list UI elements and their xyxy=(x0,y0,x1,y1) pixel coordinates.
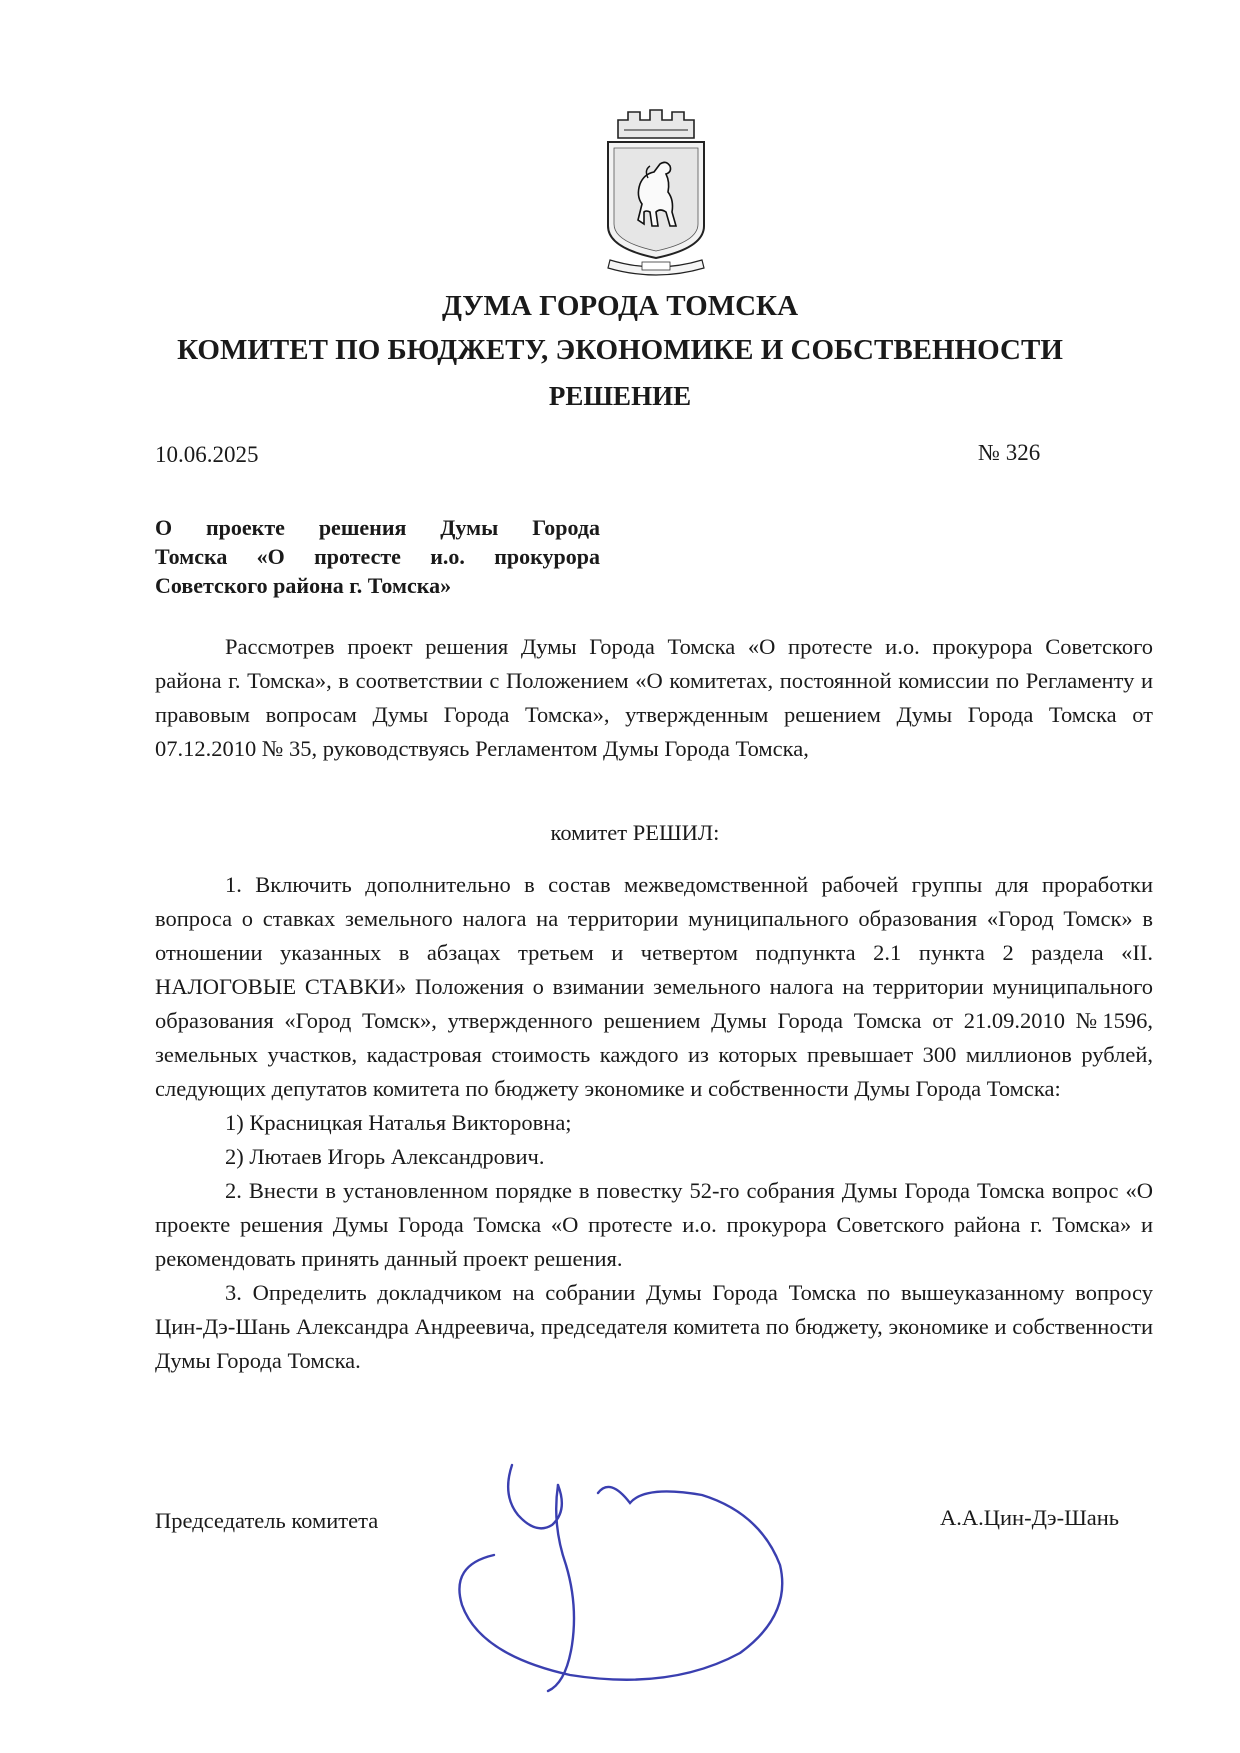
committee-title: КОМИТЕТ ПО БЮДЖЕТУ, ЭКОНОМИКЕ И СОБСТВЕННОСТИ xyxy=(177,334,1063,366)
resolution-subitem: 1) Красницкая Наталья Викторовна; xyxy=(225,1110,572,1135)
resolved-heading: комитет РЕШИЛ: xyxy=(550,820,720,845)
preamble-paragraph: Рассмотрев проект решения Думы Города Томска «О протесте и.о. прокурора Советского района г. Томска», в соответствии с Положением «О комитетах, постоянной комиссии по Регламенту и правовым вопросам Думы Города Томска», утвержденным решением Думы Города Томска от 07.12.2010 № 35, руководствуясь Регламентом Думы Города Томска, xyxy=(155,634,1153,761)
document-date: 10.06.2025 xyxy=(155,442,259,467)
resolution-subitem: 2) Лютаев Игорь Александрович. xyxy=(225,1144,545,1169)
organization-title: ДУМА ГОРОДА ТОМСКА xyxy=(441,290,799,322)
resolution-item: 3. Определить докладчиком на собрании Думы Города Томска по вышеуказанному вопросу Цин-Дэ-Шань Александра Андреевича, председателя комитета по бюджету, экономике и собственности Думы Города Томска. xyxy=(155,1280,1153,1373)
coat-of-arms-icon xyxy=(600,108,712,280)
subject-line: О проекте решения Думы Города xyxy=(155,515,600,540)
resolution-items xyxy=(155,868,1153,1378)
resolution-item: 2. Внести в установленном порядке в повестку 52-го собрания Думы Города Томска вопрос «О проекте решения Думы Города Томска «О протесте и.о. прокурора Советского района г. Томска» и рекомендовать принять данный проект решения. xyxy=(155,1178,1153,1271)
subject-line: Томска «О протесте и.о. прокурора xyxy=(155,544,600,569)
subject-line: Советского района г. Томска» xyxy=(155,573,452,598)
resolution-item: 1. Включить дополнительно в состав межведомственной рабочей группы для проработки вопроса о ставках земельного налога на территории муниципального образования «Город Томск» в отношении указанных в абзацах третьем и четвертом подпункта 2.1 пункта 2 раздела «II. НАЛОГОВЫЕ СТАВКИ» Положения о взимании земельного налога на территории муниципального образования «Город Томск», утвержденного решением Думы Города Томска от 21.09.2010 №1596, земельных участков, кадастровая стоимость каждого из которых превышает 300 миллионов рублей, следующих депутатов комитета по бюджету экономике и собственности Думы Города Томска: xyxy=(155,872,1153,1101)
document-number: № 326 xyxy=(978,440,1041,465)
document-subject xyxy=(155,513,600,600)
handwritten-signature xyxy=(440,1455,860,1705)
document-type-title: РЕШЕНИЕ xyxy=(548,381,692,411)
signatory-title: Председатель комитета xyxy=(155,1508,379,1533)
signatory-name: А.А.Цин-Дэ-Шань xyxy=(940,1505,1120,1530)
